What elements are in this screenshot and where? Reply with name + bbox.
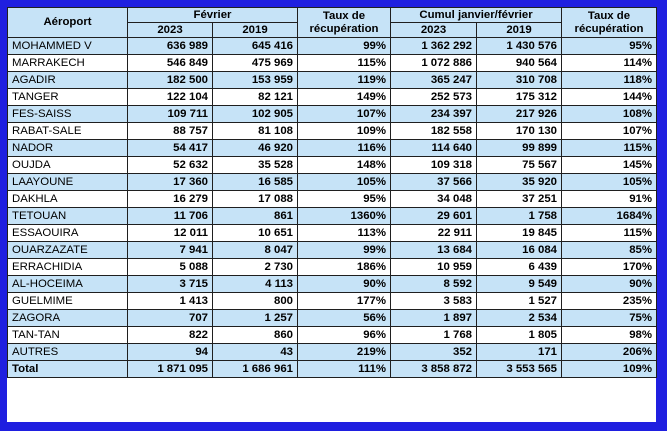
table-row <box>8 225 657 242</box>
cell-cum-rate: 108% <box>562 106 657 123</box>
cell-feb-rate: 96% <box>298 327 391 344</box>
cell-cum-2023: 109 318 <box>391 157 477 174</box>
table-row <box>8 72 657 89</box>
airport-name-cell: TAN-TAN <box>8 327 128 344</box>
table-row <box>8 344 657 361</box>
header-cum-2019: 2019 <box>477 23 562 38</box>
cell-cum-2019: 171 <box>477 344 562 361</box>
cell-feb-2023: 88 757 <box>128 123 213 140</box>
cell-cum-2023: 234 397 <box>391 106 477 123</box>
table-row <box>8 89 657 106</box>
cell-feb-rate: 56% <box>298 310 391 327</box>
cell-cum-2019: 170 130 <box>477 123 562 140</box>
cell-cum-rate: 206% <box>562 344 657 361</box>
cell-cum-2019: 940 564 <box>477 55 562 72</box>
cell-cum-rate: 90% <box>562 276 657 293</box>
total-cell-feb-2019: 1 686 961 <box>213 361 298 378</box>
cell-feb-2023: 5 088 <box>128 259 213 276</box>
table-row <box>8 38 657 55</box>
cell-feb-2019: 2 730 <box>213 259 298 276</box>
airport-name-cell: LAAYOUNE <box>8 174 128 191</box>
cell-feb-rate: 149% <box>298 89 391 106</box>
cell-feb-rate: 116% <box>298 140 391 157</box>
airport-name-cell: ZAGORA <box>8 310 128 327</box>
cell-feb-2023: 52 632 <box>128 157 213 174</box>
cell-cum-rate: 115% <box>562 140 657 157</box>
cell-feb-2019: 17 088 <box>213 191 298 208</box>
cell-cum-2023: 37 566 <box>391 174 477 191</box>
traffic-table-frame <box>7 7 656 422</box>
cell-cum-rate: 107% <box>562 123 657 140</box>
table-row <box>8 55 657 72</box>
cell-feb-2023: 7 941 <box>128 242 213 259</box>
airport-name-cell: FES-SAISS <box>8 106 128 123</box>
cell-feb-rate: 109% <box>298 123 391 140</box>
cell-cum-rate: 75% <box>562 310 657 327</box>
cell-feb-2019: 1 257 <box>213 310 298 327</box>
cell-feb-2019: 860 <box>213 327 298 344</box>
cell-feb-2019: 800 <box>213 293 298 310</box>
cell-cum-2019: 1 805 <box>477 327 562 344</box>
table-row <box>8 140 657 157</box>
cell-feb-2023: 3 715 <box>128 276 213 293</box>
cell-feb-rate: 99% <box>298 38 391 55</box>
cell-feb-2023: 707 <box>128 310 213 327</box>
cell-feb-2023: 636 989 <box>128 38 213 55</box>
cell-cum-2023: 1 897 <box>391 310 477 327</box>
cell-cum-2019: 175 312 <box>477 89 562 106</box>
cell-cum-2019: 1 758 <box>477 208 562 225</box>
cell-cum-2023: 1 072 886 <box>391 55 477 72</box>
airport-name-cell: DAKHLA <box>8 191 128 208</box>
cell-feb-2023: 54 417 <box>128 140 213 157</box>
table-row <box>8 242 657 259</box>
cell-cum-2019: 99 899 <box>477 140 562 157</box>
header-feb-recovery-rate <box>298 8 391 38</box>
cell-feb-2023: 94 <box>128 344 213 361</box>
table-row <box>8 208 657 225</box>
cell-feb-rate: 99% <box>298 242 391 259</box>
cell-cum-2023: 114 640 <box>391 140 477 157</box>
header-cum-rate-line1: Taux de <box>587 9 631 22</box>
cell-feb-rate: 95% <box>298 191 391 208</box>
table-row <box>8 310 657 327</box>
header-feb-2023: 2023 <box>128 23 213 38</box>
header-february: Février <box>128 8 298 23</box>
header-airport: Aéroport <box>8 8 128 38</box>
table-row <box>8 191 657 208</box>
airport-name-cell: TETOUAN <box>8 208 128 225</box>
cell-feb-2023: 11 706 <box>128 208 213 225</box>
cell-cum-rate: 98% <box>562 327 657 344</box>
cell-cum-2019: 35 920 <box>477 174 562 191</box>
cell-cum-2019: 310 708 <box>477 72 562 89</box>
cell-cum-rate: 118% <box>562 72 657 89</box>
cell-cum-2023: 365 247 <box>391 72 477 89</box>
cell-feb-rate: 90% <box>298 276 391 293</box>
airport-name-cell: ESSAOUIRA <box>8 225 128 242</box>
airport-name-cell: GUELMIME <box>8 293 128 310</box>
header-feb-2019: 2019 <box>213 23 298 38</box>
cell-feb-2019: 153 959 <box>213 72 298 89</box>
table-row <box>8 106 657 123</box>
cell-feb-2019: 43 <box>213 344 298 361</box>
header-cum-2023: 2023 <box>391 23 477 38</box>
airport-name-cell: MOHAMMED V <box>8 38 128 55</box>
cell-cum-2023: 22 911 <box>391 225 477 242</box>
cell-feb-2023: 109 711 <box>128 106 213 123</box>
cell-feb-rate: 219% <box>298 344 391 361</box>
cell-cum-2019: 75 567 <box>477 157 562 174</box>
table-row <box>8 293 657 310</box>
header-feb-rate-line2: récupération <box>309 22 379 35</box>
cell-cum-rate: 145% <box>562 157 657 174</box>
cell-feb-2023: 16 279 <box>128 191 213 208</box>
cell-feb-rate: 115% <box>298 55 391 72</box>
cell-cum-rate: 114% <box>562 55 657 72</box>
cell-feb-2019: 35 528 <box>213 157 298 174</box>
cell-feb-2019: 81 108 <box>213 123 298 140</box>
cell-feb-2023: 122 104 <box>128 89 213 106</box>
cell-cum-2023: 182 558 <box>391 123 477 140</box>
cell-feb-2019: 8 047 <box>213 242 298 259</box>
cell-feb-rate: 1360% <box>298 208 391 225</box>
header-cumulative: Cumul janvier/février <box>391 8 562 23</box>
cell-feb-rate: 107% <box>298 106 391 123</box>
table-row <box>8 123 657 140</box>
cell-cum-2023: 352 <box>391 344 477 361</box>
airport-name-cell: AGADIR <box>8 72 128 89</box>
cell-cum-2019: 217 926 <box>477 106 562 123</box>
cell-cum-2023: 13 684 <box>391 242 477 259</box>
table-body <box>8 38 657 378</box>
cell-cum-2023: 1 768 <box>391 327 477 344</box>
cell-feb-rate: 113% <box>298 225 391 242</box>
cell-cum-2019: 1 527 <box>477 293 562 310</box>
cell-cum-rate: 115% <box>562 225 657 242</box>
cell-feb-2023: 17 360 <box>128 174 213 191</box>
cell-feb-2019: 10 651 <box>213 225 298 242</box>
cell-feb-2023: 1 413 <box>128 293 213 310</box>
cell-cum-rate: 85% <box>562 242 657 259</box>
cell-feb-rate: 105% <box>298 174 391 191</box>
cell-cum-2023: 10 959 <box>391 259 477 276</box>
cell-feb-2023: 12 011 <box>128 225 213 242</box>
table-row <box>8 259 657 276</box>
airport-name-cell: NADOR <box>8 140 128 157</box>
total-cell-cum-rate: 109% <box>562 361 657 378</box>
airport-name-cell: OUARZAZATE <box>8 242 128 259</box>
table-row <box>8 174 657 191</box>
airport-name-cell: OUJDA <box>8 157 128 174</box>
total-cell-cum-2019: 3 553 565 <box>477 361 562 378</box>
airport-name-cell: RABAT-SALE <box>8 123 128 140</box>
total-cell-cum-2023: 3 858 872 <box>391 361 477 378</box>
cell-cum-2019: 16 084 <box>477 242 562 259</box>
cell-feb-2019: 861 <box>213 208 298 225</box>
cell-cum-rate: 1684% <box>562 208 657 225</box>
cell-cum-2019: 9 549 <box>477 276 562 293</box>
cell-cum-2023: 252 573 <box>391 89 477 106</box>
airport-name-cell: ERRACHIDIA <box>8 259 128 276</box>
cell-feb-rate: 119% <box>298 72 391 89</box>
cell-cum-rate: 91% <box>562 191 657 208</box>
cell-cum-2023: 34 048 <box>391 191 477 208</box>
table-row <box>8 157 657 174</box>
cell-cum-rate: 170% <box>562 259 657 276</box>
cell-cum-2023: 3 583 <box>391 293 477 310</box>
cell-feb-2019: 102 905 <box>213 106 298 123</box>
total-row <box>8 361 657 378</box>
cell-cum-2019: 1 430 576 <box>477 38 562 55</box>
cell-feb-2019: 645 416 <box>213 38 298 55</box>
header-cum-recovery-rate <box>562 8 657 38</box>
cell-cum-2019: 2 534 <box>477 310 562 327</box>
cell-cum-rate: 105% <box>562 174 657 191</box>
cell-cum-2023: 29 601 <box>391 208 477 225</box>
cell-feb-2019: 475 969 <box>213 55 298 72</box>
header-cum-rate-line2: récupération <box>574 22 644 35</box>
cell-cum-2023: 1 362 292 <box>391 38 477 55</box>
cell-feb-2023: 546 849 <box>128 55 213 72</box>
cell-feb-2023: 182 500 <box>128 72 213 89</box>
cell-cum-2019: 6 439 <box>477 259 562 276</box>
table-row <box>8 327 657 344</box>
cell-feb-rate: 177% <box>298 293 391 310</box>
airport-name-cell: AUTRES <box>8 344 128 361</box>
airport-name-cell: TANGER <box>8 89 128 106</box>
table-header <box>8 8 657 38</box>
cell-cum-rate: 95% <box>562 38 657 55</box>
table-row <box>8 276 657 293</box>
total-cell-feb-rate: 111% <box>298 361 391 378</box>
total-cell-feb-2023: 1 871 095 <box>128 361 213 378</box>
cell-cum-2019: 37 251 <box>477 191 562 208</box>
cell-feb-rate: 148% <box>298 157 391 174</box>
cell-feb-2019: 82 121 <box>213 89 298 106</box>
cell-feb-2019: 4 113 <box>213 276 298 293</box>
cell-cum-2019: 19 845 <box>477 225 562 242</box>
cell-cum-rate: 235% <box>562 293 657 310</box>
airport-traffic-table <box>7 7 657 378</box>
cell-cum-2023: 8 592 <box>391 276 477 293</box>
header-feb-rate-line1: Taux de <box>322 9 366 22</box>
total-label-cell: Total <box>8 361 128 378</box>
cell-feb-2019: 16 585 <box>213 174 298 191</box>
airport-name-cell: MARRAKECH <box>8 55 128 72</box>
cell-cum-rate: 144% <box>562 89 657 106</box>
cell-feb-2023: 822 <box>128 327 213 344</box>
cell-feb-2019: 46 920 <box>213 140 298 157</box>
cell-feb-rate: 186% <box>298 259 391 276</box>
airport-name-cell: AL-HOCEIMA <box>8 276 128 293</box>
